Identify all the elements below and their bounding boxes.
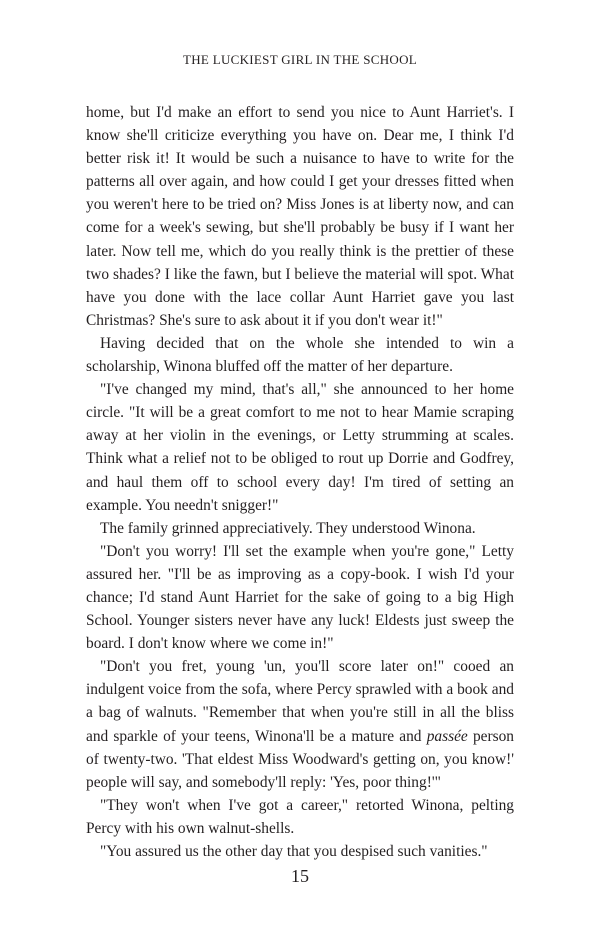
paragraph-text: person of twenty-two. 'That eldest Miss Woodward's getting on, you know!' people will say, and somebody'll reply: 'Yes, poor thing!'" [86, 727, 514, 791]
paragraph [86, 540, 514, 655]
paragraph-text: home, but I'd make an effort to send you nice to Aunt Harriet's. I know she'll criticize everything you have on. Dear me, I think I'd better risk it! It would be such a nuisance to have to write for the patterns all over again, and how could I get your dresses fitted when you weren't here to be tried on? Miss Jones is at liberty now, and can come for a week's sewing, but she'll probably be busy if I want her later. Now tell me, which do you really think is the prettier of these two shades? I like the fawn, but I believe the material will spot. What have you done with the lace collar Aunt Harriet gave you last Christmas? She's sure to ask about it if you don't wear it!" [86, 104, 514, 329]
page-number: 15 [291, 866, 309, 886]
paragraph [86, 517, 514, 540]
paragraph-text: "Don't you worry! I'll set the example when you're gone," Letty assured her. "I'll be as improving as a copy-book. I wish I'd your chance; I'd stand Aunt Harriet for the sake of going to a big High School. Younger sisters never have any luck! Eldests just sweep the board. I don't know where we come in!" [86, 542, 514, 653]
paragraph-text: "Don't you fret, young 'un, you'll score later on!" cooed an indulgent voice from the sofa, where Percy sprawled with a book and a bag of walnuts. "Remember that when you're still in all the bliss and sparkle of your teens, Winona'll be a mature and [86, 658, 514, 745]
paragraph [86, 655, 514, 794]
paragraph [86, 794, 514, 840]
body-text [86, 101, 514, 863]
paragraph-text: "They won't when I've got a career," retorted Winona, pelting Percy with his own walnut-shells. [86, 796, 514, 837]
paragraph [86, 332, 514, 378]
paragraph-text: The family grinned appreciatively. They understood Winona. [100, 519, 476, 537]
italic-text: passée [426, 727, 468, 745]
paragraph-text: Having decided that on the whole she intended to win a scholarship, Winona bluffed off the matter of her departure. [86, 334, 514, 376]
paragraph-text: "I've changed my mind, that's all," she announced to her home circle. "It will be a great comfort to me not to hear Mamie scraping away at her violin in the evenings, or Letty strumming at scales. Think what a relief not to be obliged to rout up Dorrie and Godfrey, and haul them off to school every day! I'm tired of setting an example. You needn't snigger!" [86, 381, 514, 514]
paragraph-text: "You assured us the other day that you despised such vanities." [100, 843, 488, 860]
paragraph [86, 840, 514, 863]
paragraph [86, 378, 514, 517]
running-head: THE LUCKIEST GIRL IN THE SCHOOL [182, 52, 418, 67]
paragraph [86, 101, 514, 332]
